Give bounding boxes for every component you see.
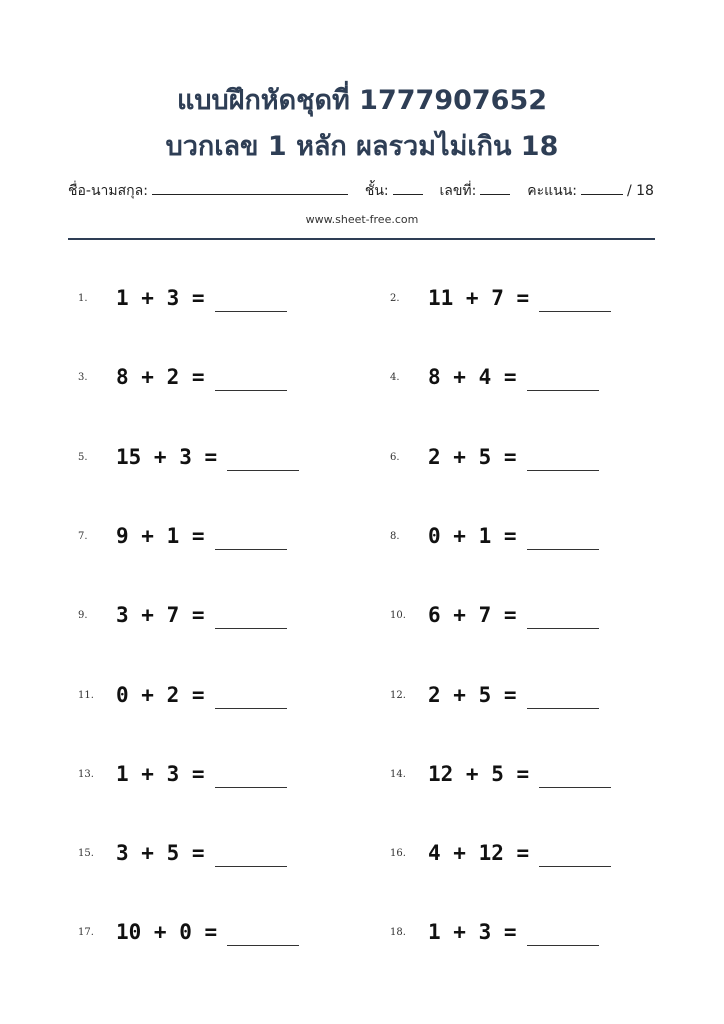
worksheet-subtitle: บวกเลข 1 หลัก ผลรวมไม่เกิน 18 bbox=[165, 131, 559, 162]
problem-expression: 8 + 4 = bbox=[428, 365, 517, 389]
answer-blank[interactable] bbox=[215, 688, 287, 709]
problem-expression: 1 + 3 = bbox=[428, 920, 517, 944]
problem-expression: 0 + 2 = bbox=[116, 683, 205, 707]
problem-expression: 3 + 5 = bbox=[116, 841, 205, 865]
problem-item bbox=[78, 833, 287, 873]
problem-number: 7. bbox=[78, 530, 88, 542]
problem-item bbox=[390, 437, 599, 477]
problem-number: 8. bbox=[390, 530, 400, 542]
problem-expression: 6 + 7 = bbox=[428, 603, 517, 627]
problem-expression: 1 + 3 = bbox=[116, 762, 205, 786]
answer-blank[interactable] bbox=[527, 450, 599, 471]
number-field-group bbox=[439, 180, 514, 202]
website-url: www.sheet-free.com bbox=[305, 213, 419, 226]
answer-blank[interactable] bbox=[215, 529, 287, 550]
worksheet-title: แบบฝึกหัดชุดที่ 1777907652 bbox=[176, 85, 548, 116]
problem-item bbox=[390, 595, 599, 635]
answer-blank[interactable] bbox=[215, 608, 287, 629]
name-label: ชื่อ-นามสกุล: bbox=[68, 183, 148, 199]
problem-item bbox=[390, 675, 599, 715]
score-total: / 18 bbox=[626, 183, 654, 199]
problem-number: 11. bbox=[78, 689, 94, 701]
answer-blank[interactable] bbox=[215, 767, 287, 788]
answer-blank[interactable] bbox=[539, 846, 611, 867]
problem-item bbox=[390, 754, 611, 794]
name-field-group bbox=[68, 180, 352, 202]
problem-number: 17. bbox=[78, 926, 94, 938]
grade-field-group bbox=[365, 180, 427, 202]
problem-expression: 1 + 3 = bbox=[116, 286, 205, 310]
answer-blank[interactable] bbox=[527, 370, 599, 391]
problem-item bbox=[390, 912, 599, 952]
answer-blank[interactable] bbox=[527, 529, 599, 550]
problem-item bbox=[78, 516, 287, 556]
answer-blank[interactable] bbox=[527, 688, 599, 709]
problem-item bbox=[390, 278, 611, 318]
score-blank[interactable] bbox=[581, 180, 623, 195]
problem-expression: 10 + 0 = bbox=[116, 920, 218, 944]
problem-expression: 12 + 5 = bbox=[428, 762, 530, 786]
problem-expression: 4 + 12 = bbox=[428, 841, 530, 865]
problem-item bbox=[78, 754, 287, 794]
grade-label: ชั้น: bbox=[364, 183, 389, 199]
problem-item bbox=[78, 437, 299, 477]
answer-blank[interactable] bbox=[215, 846, 287, 867]
student-number-blank[interactable] bbox=[480, 180, 510, 195]
problem-item bbox=[78, 912, 299, 952]
problem-number: 2. bbox=[390, 292, 400, 304]
problem-item bbox=[78, 357, 287, 397]
problem-item bbox=[390, 357, 599, 397]
answer-blank[interactable] bbox=[539, 291, 611, 312]
answer-blank[interactable] bbox=[227, 925, 299, 946]
problem-number: 6. bbox=[390, 451, 400, 463]
problem-item bbox=[78, 278, 287, 318]
problem-expression: 11 + 7 = bbox=[428, 286, 530, 310]
score-label: คะแนน: bbox=[527, 183, 577, 199]
problem-item bbox=[78, 595, 287, 635]
problem-number: 3. bbox=[78, 371, 88, 383]
answer-blank[interactable] bbox=[215, 370, 287, 391]
answer-blank[interactable] bbox=[527, 608, 599, 629]
problem-expression: 9 + 1 = bbox=[116, 524, 205, 548]
problem-expression: 15 + 3 = bbox=[116, 445, 218, 469]
problem-number: 10. bbox=[390, 609, 406, 621]
problem-number: 1. bbox=[78, 292, 88, 304]
problem-number: 5. bbox=[78, 451, 88, 463]
problem-number: 18. bbox=[390, 926, 406, 938]
header-divider bbox=[68, 238, 655, 240]
problem-expression: 3 + 7 = bbox=[116, 603, 205, 627]
problem-number: 15. bbox=[78, 847, 94, 859]
score-field-group bbox=[527, 180, 654, 202]
problem-expression: 8 + 2 = bbox=[116, 365, 205, 389]
answer-blank[interactable] bbox=[227, 450, 299, 471]
problem-number: 13. bbox=[78, 768, 94, 780]
problem-expression: 2 + 5 = bbox=[428, 445, 517, 469]
problem-number: 14. bbox=[390, 768, 406, 780]
problem-number: 16. bbox=[390, 847, 406, 859]
answer-blank[interactable] bbox=[215, 291, 287, 312]
answer-blank[interactable] bbox=[527, 925, 599, 946]
student-number-label: เลขที่: bbox=[439, 183, 477, 199]
problem-expression: 2 + 5 = bbox=[428, 683, 517, 707]
problem-item bbox=[390, 516, 599, 556]
problem-number: 4. bbox=[390, 371, 400, 383]
problem-number: 12. bbox=[390, 689, 406, 701]
problem-item bbox=[78, 675, 287, 715]
name-blank[interactable] bbox=[152, 180, 348, 195]
answer-blank[interactable] bbox=[539, 767, 611, 788]
student-info-row bbox=[68, 180, 654, 202]
problem-item bbox=[390, 833, 611, 873]
problem-number: 9. bbox=[78, 609, 88, 621]
grade-blank[interactable] bbox=[393, 180, 423, 195]
problem-expression: 0 + 1 = bbox=[428, 524, 517, 548]
